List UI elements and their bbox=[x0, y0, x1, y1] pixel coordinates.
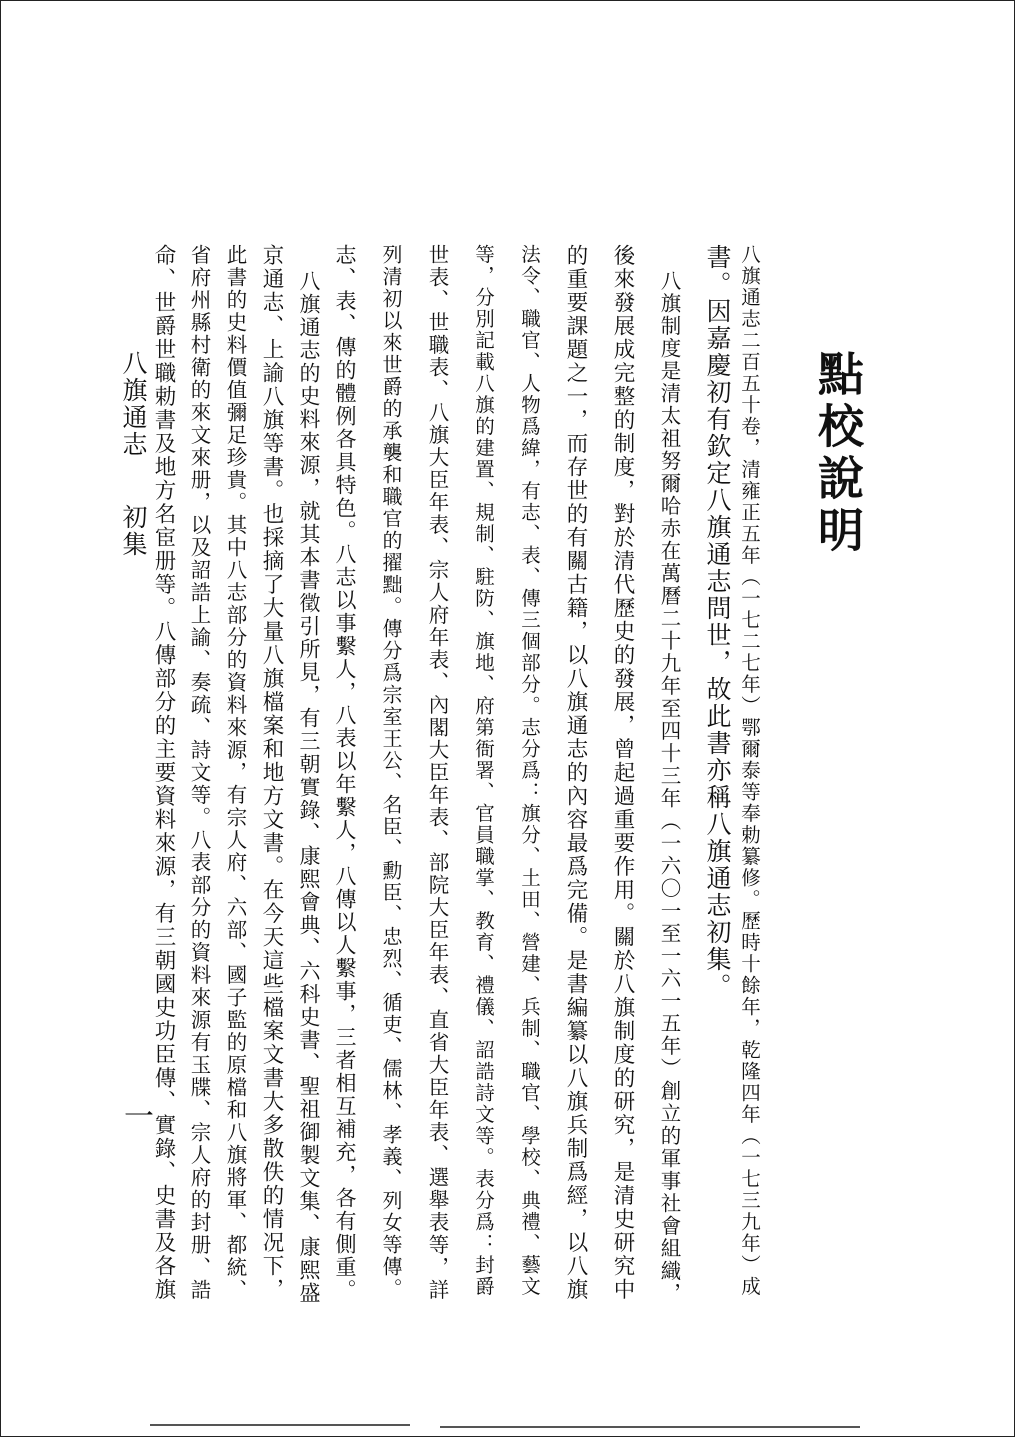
text-line-2: 書。因嘉慶初有欽定八旗通志問世，故此書亦稱八旗通志初集。 bbox=[703, 244, 732, 1000]
text-line-5: 的重要課題之一，而存世的有關古籍，以八旗通志的內容最爲完備。是書編纂以八旗兵制爲經，以八旗 bbox=[563, 244, 588, 1302]
text-line-1: 八旗通志二百五十卷，清雍正五年（一七二七年）鄂爾泰等奉勅纂修。歷時十餘年，乾隆四年（一七三九年）成 bbox=[738, 244, 761, 1298]
text-line-11: 八旗通志的史料來源，就其本書徵引所見，有三朝實錄、康熙會典、六科史書、聖祖御製文集、康熙盛 bbox=[297, 270, 321, 1305]
volume-label: 初集 bbox=[119, 504, 148, 558]
text-line-7: 等，分別記載八旗的建置、規制、駐防、旗地、府第衙署、官員職掌、教育、禮儀、詔誥詩文等。表分爲：封爵 bbox=[472, 244, 495, 1298]
page-number: 一 bbox=[118, 1100, 153, 1130]
text-line-9: 列清初以來世爵的承襲和職官的擢黜。傳分爲宗室王公、名臣、勳臣、忠烈、循吏、儒林、孝義、列女等傳。 bbox=[379, 244, 403, 1300]
text-line-12: 京通志、上諭八旗等書。也採摘了大量八旗檔案和地方文書。在今天這些檔案文書大多散佚的情况下， bbox=[259, 244, 284, 1302]
page-title: 點校說明 bbox=[811, 350, 865, 558]
text-line-15: 命、世爵世職勅書及地方名宦册等。八傳部分的主要資料來源，有三朝國史功臣傳、實錄、史書及各旗 bbox=[151, 244, 176, 1302]
text-line-13: 此書的史料價值彌足珍貴。其中八志部分的資料來源，有宗人府、六部、國子監的原檔和八旗將軍、都統、 bbox=[223, 244, 247, 1302]
running-title: 八旗通志 bbox=[119, 350, 148, 458]
text-line-10: 志、表、傳的體例各具特色。八志以事繫人，八表以年繫人，八傳以人繫事，三者相互補充，各有側重。 bbox=[333, 244, 357, 1302]
scan-mark bbox=[150, 1424, 410, 1426]
text-line-6: 法令、職官、人物爲緯，有志、表、傳三個部分。志分爲：旗分、土田、營建、兵制、職官、學校、典禮、藝文 bbox=[518, 244, 541, 1298]
scan-mark bbox=[440, 1426, 860, 1428]
text-line-14: 省府州縣村衛的來文來册，以及詔誥上諭、奏疏、詩文等。八表部分的資料來源有玉牒、宗人府的封册、誥 bbox=[187, 244, 211, 1302]
text-line-4: 後來發展成完整的制度，對於清代歷史的發展，曾起過重要作用。關於八旗制度的研究，是清史研究中 bbox=[610, 244, 635, 1302]
text-line-3: 八旗制度是清太祖努爾哈赤在萬曆二十九年至四十三年（一六〇一至一六一五年）創立的軍事社會組織， bbox=[657, 270, 681, 1305]
text-line-8: 世表、世職表、八旗大臣年表、宗人府年表、內閣大臣年表、部院大臣年表、直省大臣年表、選舉表等，詳 bbox=[425, 244, 449, 1302]
